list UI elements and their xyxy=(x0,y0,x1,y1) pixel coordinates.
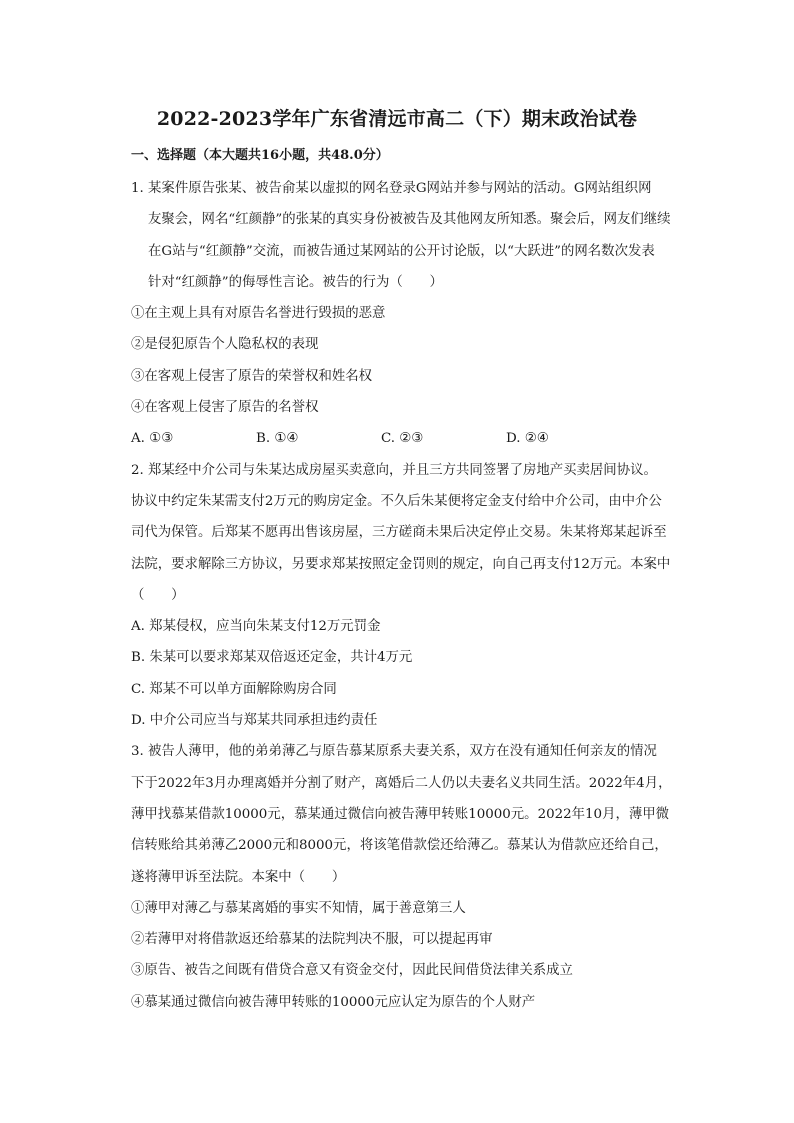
question-3-stem-line: 下于2022年3月办理离婚并分割了财产，离婚后二人仍以夫妻名义共同生活。2022年4月， xyxy=(131,775,672,791)
option-c: C. 郑某不可以单方面解除购房合同 xyxy=(131,681,337,697)
question-3-statement: ②若薄甲对将借款返还给慕某的法院判决不服，可以提起再审 xyxy=(131,932,493,948)
question-1-stem-line: 友聚会，网名“红颜静”的张某的真实身份被被告及其他网友所知悉。聚会后，网友们继续 xyxy=(148,212,671,228)
question-1 xyxy=(131,173,691,455)
question-3-stem-line: 薄甲找慕某借款10000元，慕某通过微信向被告薄甲转账10000元。2022年10月，薄甲微 xyxy=(131,806,670,822)
question-2-stem-line: 2. 郑某经中介公司与朱某达成房屋买卖意向，并且三方共同签署了房地产买卖居间协议。 xyxy=(131,462,657,478)
question-1-statement: ④在客观上侵害了原告的名誉权 xyxy=(131,400,319,416)
question-2-stem-line: （ ） xyxy=(131,587,185,603)
option-a: A. ①③ xyxy=(131,431,174,447)
question-2-stem-line: 法院，要求解除三方协议，另要求郑某按照定金罚则的规定，向自己再支付12万元。本案中 xyxy=(131,556,671,572)
section-heading: 一、选择题（本大题共16小题，共48.0分） xyxy=(131,148,389,163)
question-3-statement: ①薄甲对薄乙与慕某离婚的事实不知情，属于善意第三人 xyxy=(131,900,466,916)
question-3-statement: ③原告、被告之间既有借贷合意又有资金交付，因此民间借贷法律关系成立 xyxy=(131,963,573,979)
question-2-stem-line: 司代为保管。后郑某不愿再出售该房屋，三方磋商未果后决定停止交易。朱某将郑某起诉至 xyxy=(131,525,667,541)
question-1-statement: ③在客观上侵害了原告的荣誉权和姓名权 xyxy=(131,368,373,384)
exam-title: 2022-2023学年广东省清远市高二（下）期末政治试卷 xyxy=(156,108,638,130)
question-3-stem-line: 遂将薄甲诉至法院。本案中（ ） xyxy=(131,869,346,885)
option-d: D. 中介公司应当与郑某共同承担违约责任 xyxy=(131,713,378,729)
question-1-stem-line: 针对“红颜静”的侮辱性言论。被告的行为（ ） xyxy=(148,274,443,290)
question-1-statement: ②是侵犯原告个人隐私权的表现 xyxy=(131,337,319,353)
question-1-statement: ①在主观上具有对原告名誉进行毁损的恶意 xyxy=(131,306,386,322)
question-3-stem-line: 信转账给其弟薄乙2000元和8000元，将该笔借款偿还给薄乙。慕某认为借款应还给自己， xyxy=(131,838,668,854)
option-b: B. 朱某可以要求郑某双倍返还定金，共计4万元 xyxy=(131,650,413,666)
option-d: D. ②④ xyxy=(506,431,549,447)
question-3 xyxy=(131,736,691,1018)
questions-body xyxy=(131,173,691,1018)
question-1-options xyxy=(131,423,691,454)
question-2-stem-line: 协议中约定朱某需支付2万元的购房定金。不久后朱某便将定金支付给中介公司，由中介公 xyxy=(131,493,662,509)
question-3-statement: ④慕某通过微信向被告薄甲转账的10000元应认定为原告的个人财产 xyxy=(131,994,536,1010)
option-a: A. 郑某侵权，应当向朱某支付12万元罚金 xyxy=(131,619,381,635)
question-1-stem-line: 1. 某案件原告张某、被告俞某以虚拟的网名登录G网站并参与网站的活动。G网站组织网 xyxy=(131,181,652,196)
question-2 xyxy=(131,455,691,737)
question-1-stem-line: 在G站与“红颜静”交流，而被告通过某网站的公开讨论版，以“大跃进”的网名数次发表 xyxy=(148,243,655,259)
option-b: B. ①④ xyxy=(256,431,299,447)
option-c: C. ②③ xyxy=(381,431,424,447)
question-3-stem-line: 3. 被告人薄甲，他的弟弟薄乙与原告慕某原系夫妻关系，双方在没有通知任何亲友的情况 xyxy=(131,744,657,760)
